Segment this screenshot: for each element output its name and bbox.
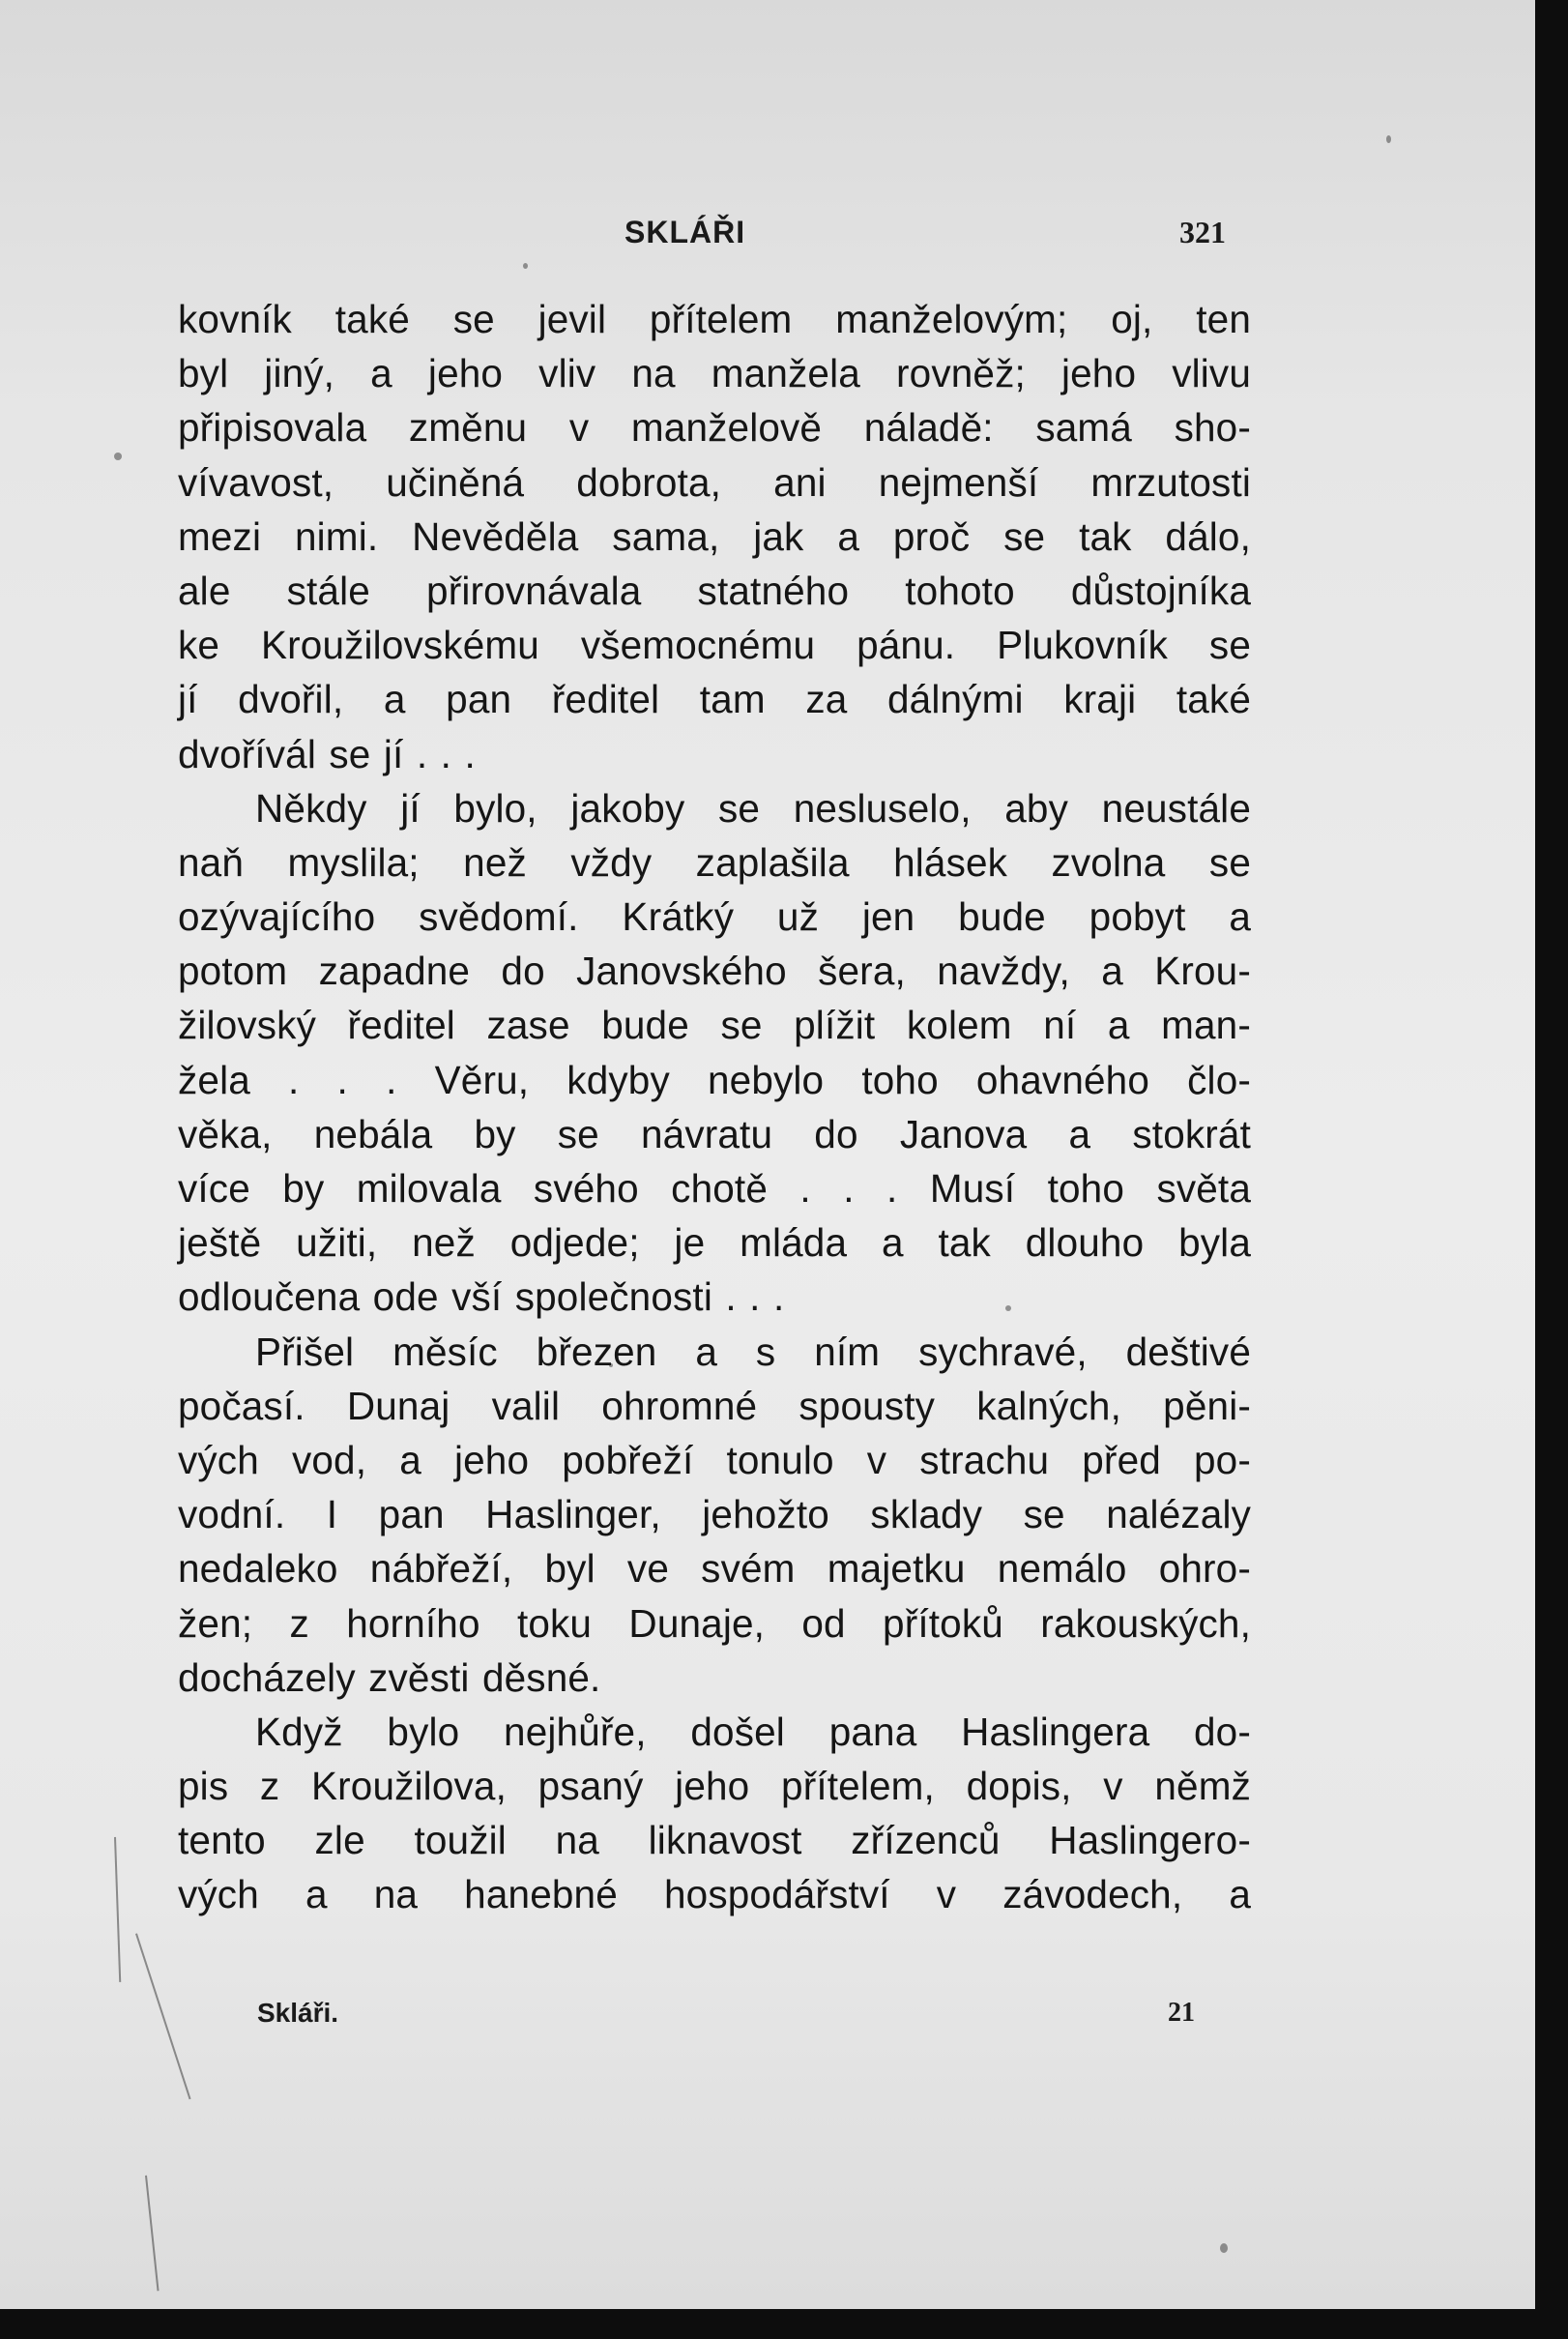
ink-speck	[1386, 135, 1391, 143]
text-line: Přišel měsíc březen a s ním sychravé, deštivé	[255, 1329, 1251, 1374]
text-line: vých vod, a jeho pobřeží tonulo v strachu před po-	[178, 1437, 1251, 1482]
text-line: vodní. I pan Haslinger, jehožto sklady se nalézaly	[178, 1492, 1251, 1537]
ink-speck	[114, 453, 122, 460]
text-line: jí dvořil, a pan ředitel tam za dálnými kraji také	[178, 677, 1251, 722]
ink-speck	[1220, 2243, 1228, 2253]
page-scratch	[145, 2176, 160, 2292]
text-line: ale stále přirovnávala statného tohoto důstojníka	[178, 568, 1251, 613]
text-line: ke Kroužilovskému všemocnému pánu. Plukovník se	[178, 623, 1251, 668]
text-line: ozývajícího svědomí. Krátký už jen bude pobyt a	[178, 894, 1251, 940]
text-line: více by milovala svého chotě . . . Musí toho světa	[178, 1166, 1251, 1211]
text-line: pis z Kroužilova, psaný jeho přítelem, dopis, v němž	[178, 1764, 1251, 1809]
page-footer	[257, 1998, 1195, 2036]
page-number: 321	[1179, 215, 1226, 249]
text-line: potom zapadne do Janovského šera, navždy, a Krou-	[178, 949, 1251, 994]
text-line: vých a na hanebné hospodářství v závodech, a	[178, 1872, 1251, 1917]
scan-edge-bottom	[0, 2309, 1568, 2339]
paragraph-end-line: docházely zvěsti děsné.	[178, 1654, 601, 1700]
page-scratch	[114, 1837, 121, 1982]
text-line: připisovala změnu v manželově náladě: samá sho-	[178, 405, 1251, 451]
ink-speck	[523, 263, 528, 269]
text-line: Někdy jí bylo, jakoby se nesluselo, aby neustále	[255, 785, 1251, 831]
text-line: žilovský ředitel zase bude se plížit kolem ní a man-	[178, 1003, 1251, 1048]
text-line: mezi nimi. Nevěděla sama, jak a proč se tak dálo,	[178, 513, 1251, 559]
text-line: Když bylo nejhůře, došel pana Haslingera do-	[255, 1709, 1251, 1754]
page-scratch	[135, 1933, 191, 2099]
sheet-number: 21	[1168, 1998, 1195, 2028]
text-line: vívavost, učiněná dobrota, ani nejmenší mrzutosti	[178, 459, 1251, 505]
text-line: žen; z horního toku Dunaje, od přítoků rakouských,	[178, 1600, 1251, 1646]
text-line: byl jiný, a jeho vliv na manžela rovněž; jeho vlivu	[178, 351, 1251, 396]
text-line: tento zle toužil na liknavost zřízenců Haslingero-	[178, 1818, 1251, 1863]
text-line: nedaleko nábřeží, byl ve svém majetku nemálo ohro-	[178, 1546, 1251, 1592]
paragraph-end-line: dvořívál se jí . . .	[178, 731, 476, 776]
text-line: naň myslila; než vždy zaplašila hlásek zvolna se	[178, 839, 1251, 885]
running-title: SKLÁŘI	[624, 215, 746, 249]
text-line: žela . . . Věru, kdyby nebylo toho ohavného člo-	[178, 1057, 1251, 1102]
paragraph-end-line: odloučena ode vší společnosti . . .	[178, 1274, 785, 1320]
text-line: počasí. Dunaj valil ohromné spousty kalných, pěni-	[178, 1383, 1251, 1428]
text-line: kovník také se jevil přítelem manželovým; oj, ten	[178, 297, 1251, 341]
body-text	[178, 292, 1251, 1922]
text-line: věka, nebála by se návratu do Janova a stokrát	[178, 1111, 1251, 1156]
signature-mark: Skláři.	[257, 1998, 339, 2028]
text-line: ještě užiti, než odjede; je mláda a tak dlouho byla	[178, 1220, 1251, 1266]
scan-edge-right	[1535, 0, 1568, 2339]
running-head	[178, 215, 1226, 253]
